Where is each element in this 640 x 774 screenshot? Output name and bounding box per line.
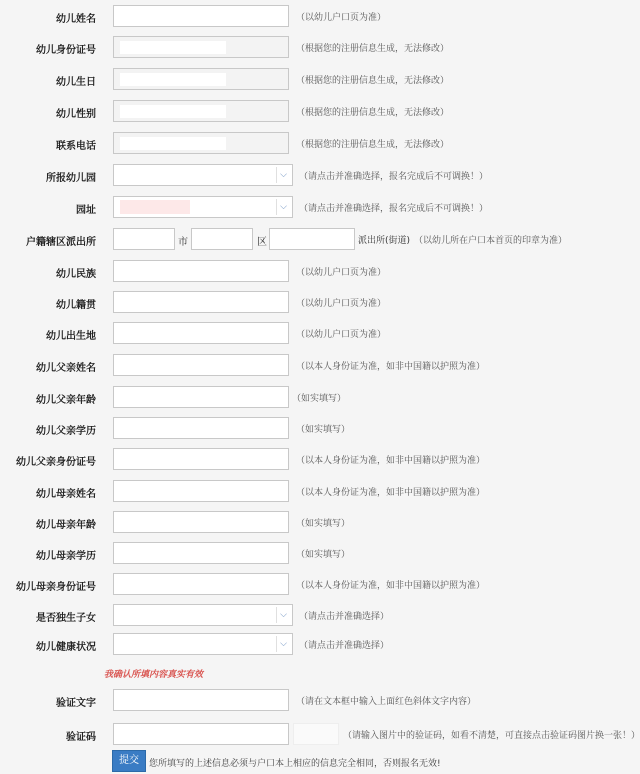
child-gender-input[interactable] xyxy=(113,100,289,122)
verify-text-label: 验证文字 xyxy=(56,698,96,709)
district-input[interactable] xyxy=(191,228,253,250)
ethnicity-hint: （以幼儿户口页为准） xyxy=(296,268,387,278)
only-child-row xyxy=(0,604,640,628)
mother-name-input[interactable] xyxy=(113,480,289,502)
chevron-down-icon: ⌵ xyxy=(276,167,290,183)
child-id-label: 幼儿身份证号 xyxy=(36,45,96,56)
city-word: 市 xyxy=(178,237,188,248)
kindergarten-label: 所报幼儿园 xyxy=(46,173,96,184)
chevron-down-icon: ⌵ xyxy=(276,199,290,215)
child-gender-label: 幼儿性别 xyxy=(56,109,96,120)
mother-name-hint: （以本人身份证为准，如非中国籍以护照为准） xyxy=(296,488,486,498)
child-birthday-input[interactable] xyxy=(113,68,289,90)
child-id-row xyxy=(0,36,640,60)
submit-button[interactable]: 提交 xyxy=(112,750,146,772)
campus-address-select[interactable] xyxy=(113,196,293,218)
father-name-input[interactable] xyxy=(113,354,289,376)
birthplace-input[interactable] xyxy=(113,322,289,344)
station-input[interactable] xyxy=(269,228,355,250)
campus-address-row xyxy=(0,196,640,220)
native-place-row xyxy=(0,291,640,315)
verify-text-row xyxy=(0,689,640,713)
mother-id-hint: （以本人身份证为准，如非中国籍以护照为准） xyxy=(296,581,486,591)
birthplace-hint: （以幼儿户口页为准） xyxy=(296,330,387,340)
campus-address-hint: （请点击并准确选择，报名完成后不可调换！） xyxy=(299,204,489,214)
verify-text-hint: （请在文本框中输入上面红色斜体文字内容） xyxy=(296,697,477,707)
phone-label: 联系电话 xyxy=(56,141,96,152)
police-station-label: 户籍辖区派出所 xyxy=(26,237,96,248)
father-name-hint: （以本人身份证为准，如非中国籍以护照为准） xyxy=(296,362,486,372)
father-age-label: 幼儿父亲年龄 xyxy=(36,395,96,406)
native-place-hint: （以幼儿户口页为准） xyxy=(296,299,387,309)
mother-age-hint: （如实填写） xyxy=(296,519,351,529)
captcha-image[interactable] xyxy=(293,723,339,745)
health-row xyxy=(0,633,640,657)
ethnicity-label: 幼儿民族 xyxy=(56,269,96,280)
father-age-input[interactable] xyxy=(113,386,289,408)
kindergarten-select[interactable] xyxy=(113,164,293,186)
child-name-label: 幼儿姓名 xyxy=(56,14,96,25)
chevron-down-icon: ⌵ xyxy=(276,636,290,652)
verify-text-input[interactable] xyxy=(113,689,289,711)
only-child-label: 是否独生子女 xyxy=(36,613,96,624)
father-id-label: 幼儿父亲身份证号 xyxy=(16,457,96,468)
father-name-row xyxy=(0,354,640,378)
father-education-row xyxy=(0,417,640,441)
police-station-row xyxy=(0,228,640,252)
ethnicity-input[interactable] xyxy=(113,260,289,282)
child-birthday-hint: （根据您的注册信息生成，无法修改） xyxy=(296,76,450,86)
father-education-input[interactable] xyxy=(113,417,289,439)
campus-address-label: 园址 xyxy=(76,205,96,216)
father-id-row xyxy=(0,448,640,472)
phone-input[interactable] xyxy=(113,132,289,154)
father-id-hint: （以本人身份证为准，如非中国籍以护照为准） xyxy=(296,456,486,466)
mother-id-row xyxy=(0,573,640,597)
submit-notice: 您所填写的上述信息必须与户口本上相应的信息完全相同，否则报名无效! xyxy=(149,759,441,769)
mother-id-input[interactable] xyxy=(113,573,289,595)
health-label: 幼儿健康状况 xyxy=(36,642,96,653)
native-place-label: 幼儿籍贯 xyxy=(56,300,96,311)
mother-age-label: 幼儿母亲年龄 xyxy=(36,520,96,531)
phone-hint: （根据您的注册信息生成，无法修改） xyxy=(296,140,450,150)
health-hint: （请点击并准确选择） xyxy=(299,641,390,651)
mother-id-label: 幼儿母亲身份证号 xyxy=(16,582,96,593)
child-birthday-label: 幼儿生日 xyxy=(56,77,96,88)
health-select[interactable] xyxy=(113,633,293,655)
child-id-hint: （根据您的注册信息生成，无法修改） xyxy=(296,44,450,54)
father-education-hint: （如实填写） xyxy=(296,425,351,435)
ethnicity-row xyxy=(0,260,640,284)
child-gender-hint: （根据您的注册信息生成，无法修改） xyxy=(296,108,450,118)
mother-age-row xyxy=(0,511,640,535)
kindergarten-row xyxy=(0,164,640,188)
native-place-input[interactable] xyxy=(113,291,289,313)
confirm-phrase: 我确认所填内容真实有效 xyxy=(104,670,204,680)
father-id-input[interactable] xyxy=(113,448,289,470)
kindergarten-hint: （请点击并准确选择，报名完成后不可调换！） xyxy=(299,172,489,182)
mother-education-label: 幼儿母亲学历 xyxy=(36,551,96,562)
father-age-hint: （如实填写） xyxy=(292,394,347,404)
birthplace-row xyxy=(0,322,640,346)
mother-name-label: 幼儿母亲姓名 xyxy=(36,489,96,500)
father-age-row xyxy=(0,386,640,410)
mother-age-input[interactable] xyxy=(113,511,289,533)
only-child-select[interactable] xyxy=(113,604,293,626)
phone-row xyxy=(0,132,640,156)
city-input[interactable] xyxy=(113,228,175,250)
child-id-input[interactable] xyxy=(113,36,289,58)
mother-name-row xyxy=(0,480,640,504)
birthplace-label: 幼儿出生地 xyxy=(46,331,96,342)
child-name-input[interactable] xyxy=(113,5,289,27)
captcha-hint: （请输入图片中的验证码，如看不清楚，可直接点击验证码图片换一张！） xyxy=(343,731,640,741)
child-gender-row xyxy=(0,100,640,124)
mother-education-hint: （如实填写） xyxy=(296,550,351,560)
chevron-down-icon: ⌵ xyxy=(276,607,290,623)
captcha-label: 验证码 xyxy=(66,732,96,743)
station-word: 派出所(街道) xyxy=(358,236,411,246)
father-name-label: 幼儿父亲姓名 xyxy=(36,363,96,374)
district-word: 区 xyxy=(257,237,267,248)
only-child-hint: （请点击并准确选择） xyxy=(299,612,390,622)
child-name-hint: （以幼儿户口页为准） xyxy=(296,13,387,23)
captcha-input[interactable] xyxy=(113,723,289,745)
mother-education-input[interactable] xyxy=(113,542,289,564)
child-birthday-row xyxy=(0,68,640,92)
father-education-label: 幼儿父亲学历 xyxy=(36,426,96,437)
mother-education-row xyxy=(0,542,640,566)
police-station-hint: （以幼儿所在户口本首页的印章为准） xyxy=(414,236,568,246)
child-name-row xyxy=(0,5,640,29)
